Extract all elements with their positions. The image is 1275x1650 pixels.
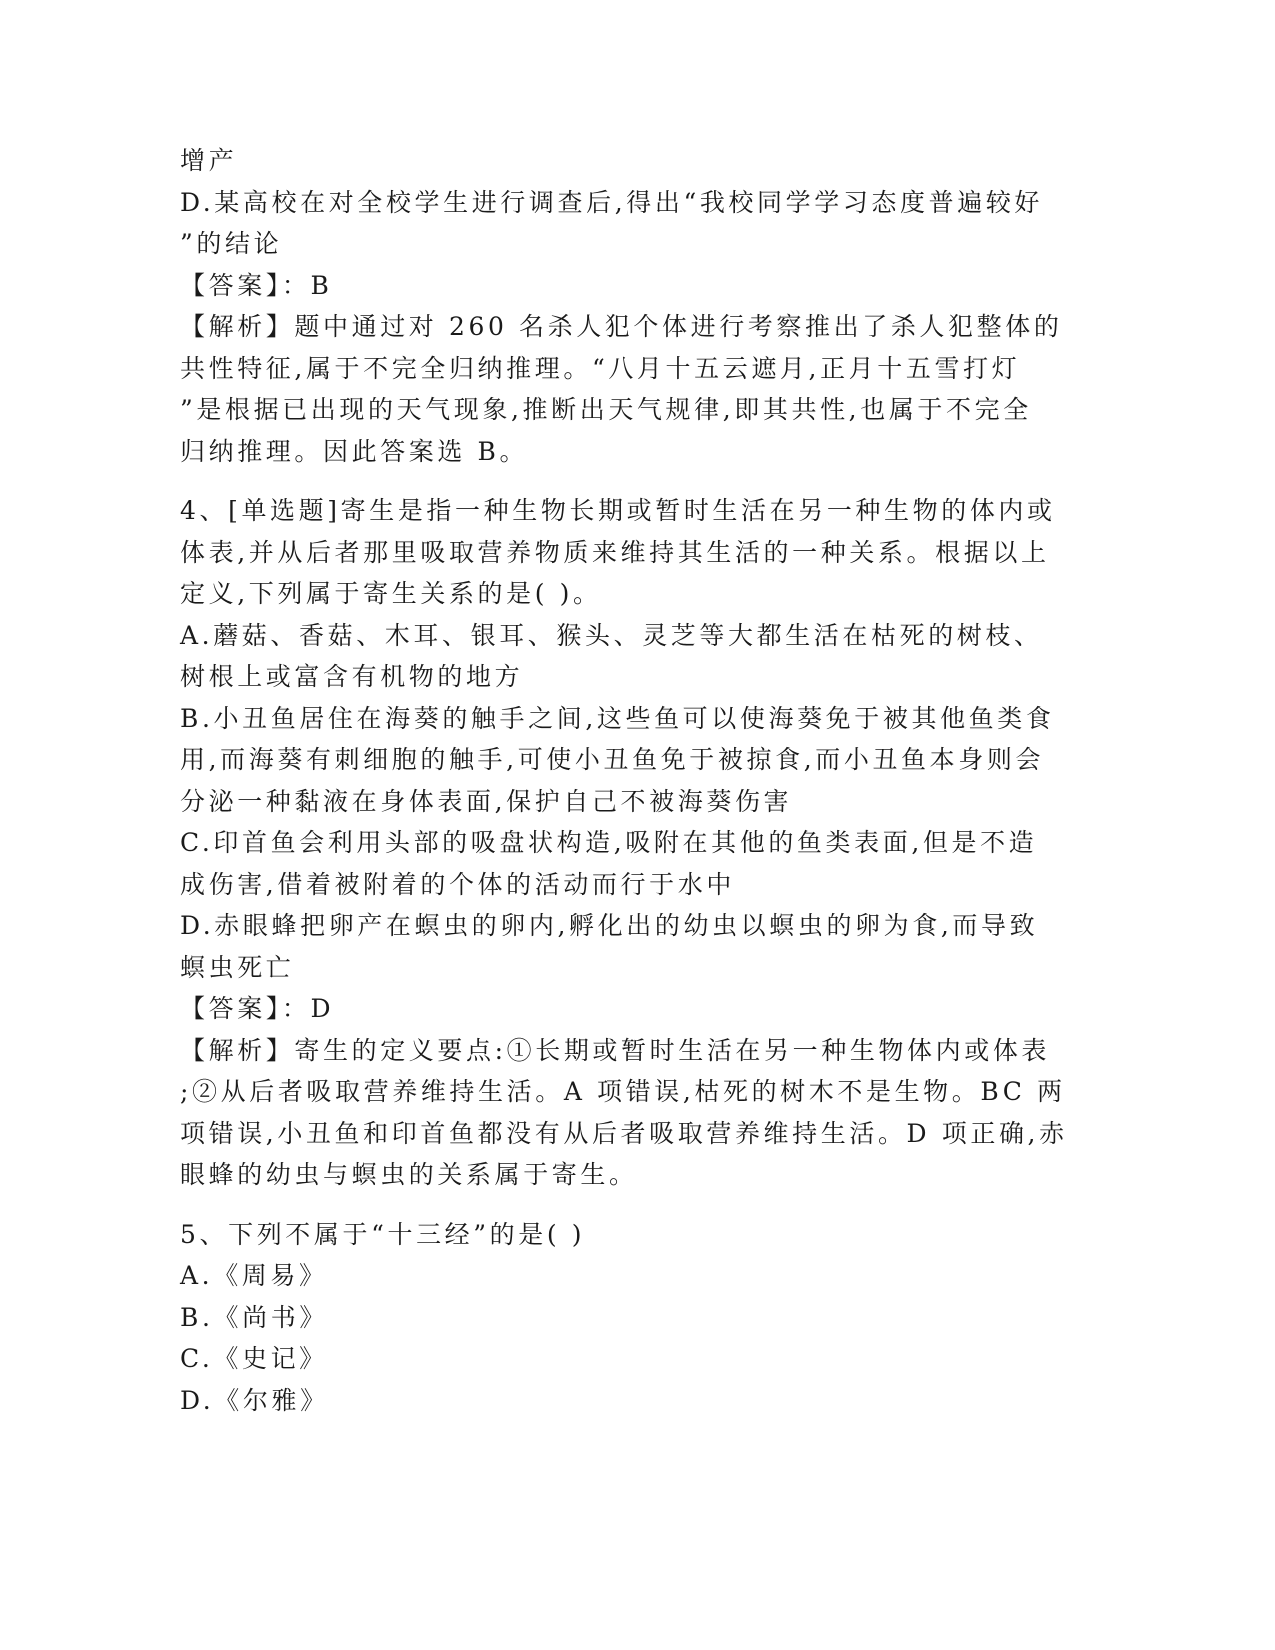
q4-stem-line-1: 4、[单选题]寄生是指一种生物长期或暂时生活在另一种生物的体内或 — [180, 496, 1056, 525]
q4-option-b-line-1: B.小丑鱼居住在海葵的触手之间,这些鱼可以使海葵免于被其他鱼类食 — [180, 703, 1055, 733]
q3-answer: 【答案】：B — [180, 270, 333, 300]
question-gap — [180, 472, 1060, 490]
q5-option-a: A.《周易》 — [180, 1261, 328, 1290]
q3-analysis-line-2: 共性特征,属于不完全归纳推理。“八月十五云遮月,正月十五雪打灯 — [180, 353, 1021, 383]
q4-option-c-line-1: C.印首鱼会利用头部的吸盘状构造,吸附在其他的鱼类表面,但是不造 — [180, 828, 1038, 857]
question-4 — [180, 490, 1068, 1196]
q3-option-d-line-2: ”的结论 — [180, 229, 283, 258]
q3-option-c-tail: 增产 — [180, 146, 238, 175]
q4-analysis-line-1: 【解析】寄生的定义要点:①长期或暂时生活在另一种生物体内或体表 — [180, 1035, 1051, 1065]
q4-stem-line-3: 定义,下列属于寄生关系的是( )。 — [180, 579, 602, 608]
question-5 — [180, 1214, 1060, 1422]
q5-option-d: D.《尔雅》 — [180, 1385, 329, 1415]
q4-option-b-line-2: 用,而海葵有刺细胞的触手,可使小丑鱼免于被掠食,而小丑鱼本身则会 — [180, 745, 1045, 774]
q4-option-d-line-1: D.赤眼蜂把卵产在螟虫的卵内,孵化出的幼虫以螟虫的卵为食,而导致 — [180, 911, 1039, 940]
q5-option-c: C.《史记》 — [180, 1344, 328, 1373]
q5-stem: 5、下列不属于“十三经”的是( ) — [180, 1219, 586, 1249]
q3-analysis-line-3: ”是根据已出现的天气现象,推断出天气规律,即其共性,也属于不完全 — [180, 395, 1032, 424]
q3-option-d-line-1: D.某高校在对全校学生进行调查后,得出“我校同学学习态度普遍较好 — [180, 187, 1044, 217]
q3-analysis-line-4: 归纳推理。因此答案选 B。 — [180, 436, 529, 466]
question-3-tail — [180, 140, 1063, 472]
q4-option-c-line-2: 成伤害,借着被附着的个体的活动而行于水中 — [180, 869, 735, 899]
q4-option-a-line-1: A.蘑菇、香菇、木耳、银耳、猴头、灵芝等大都生活在枯死的树枝、 — [180, 620, 1043, 650]
q4-analysis-line-3: 项错误,小丑鱼和印首鱼都没有从后者吸取营养维持生活。D 项正确,赤 — [180, 1118, 1068, 1148]
q4-answer: 【答案】：D — [180, 994, 335, 1023]
q4-stem-line-2: 体表,并从后者那里吸取营养物质来维持其生活的一种关系。根据以上 — [180, 537, 1050, 567]
q3-analysis-line-1: 【解析】题中通过对 260 名杀人犯个体进行考察推出了杀人犯整体的 — [180, 312, 1063, 341]
q4-option-b-line-3: 分泌一种黏液在身体表面,保护自己不被海葵伤害 — [180, 786, 793, 816]
q5-option-b: B.《尚书》 — [180, 1302, 328, 1332]
q4-option-a-line-2: 树根上或富含有机物的地方 — [180, 662, 524, 691]
document-page — [180, 140, 1068, 1421]
q4-option-d-line-2: 螟虫死亡 — [180, 952, 295, 982]
q4-analysis-line-4: 眼蜂的幼虫与螟虫的关系属于寄生。 — [180, 1160, 638, 1189]
question-gap — [180, 1196, 1060, 1214]
q4-analysis-line-2: ;②从后者吸取营养维持生活。A 项错误,枯死的树木不是生物。BC 两 — [180, 1077, 1066, 1106]
